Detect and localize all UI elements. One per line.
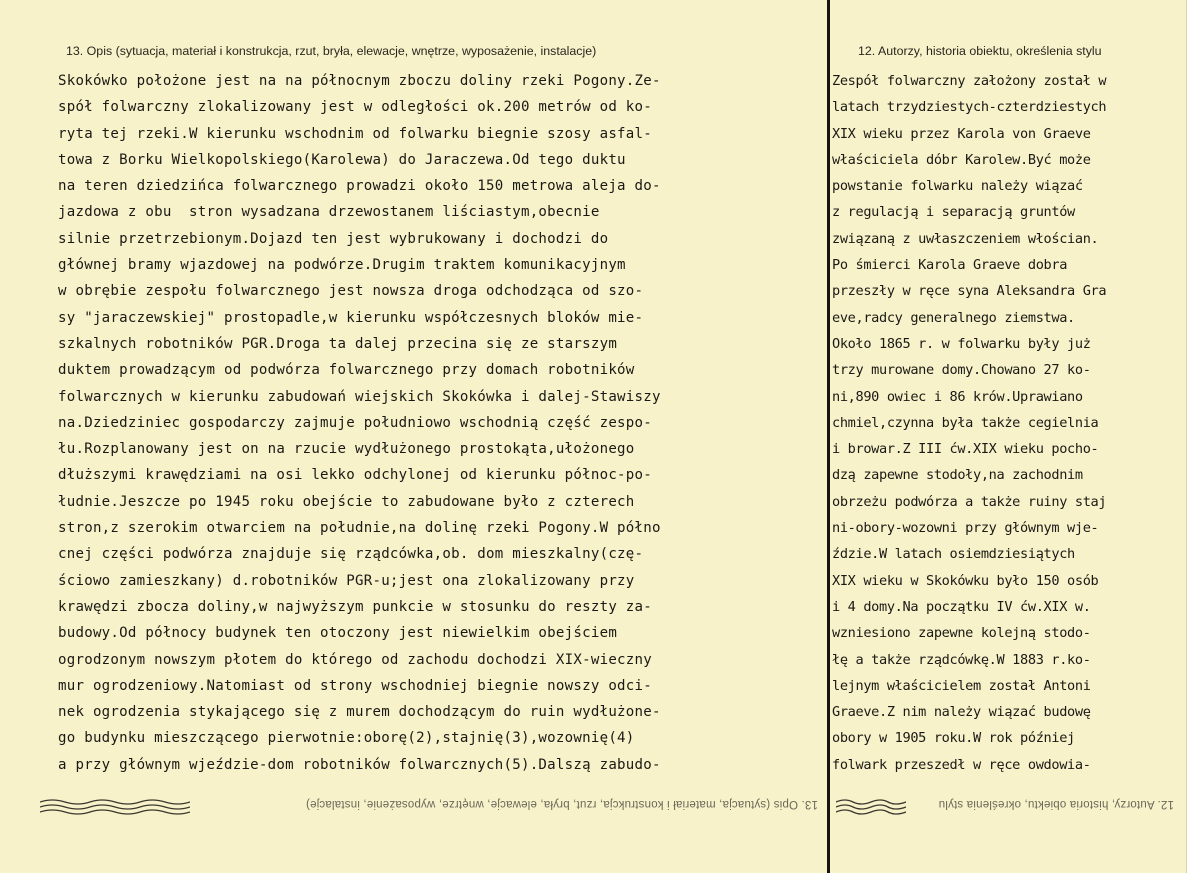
description-line: na teren dziedzińca folwarcznego prowadzi około 150 metrowa aleja do- — [58, 178, 661, 195]
description-line: towa z Borku Wielkopolskiego(Karolewa) do Jaraczewa.Od tego duktu — [58, 151, 626, 168]
description-line: głównej bramy wjazdowej na podwórze.Drugim traktem komunikacyjnym — [58, 257, 626, 274]
description-line: folwarcznych w kierunku zabudowań wiejskich Skokówka i dalej-Stawiszy — [58, 388, 661, 405]
history-line: XIX wieku przez Karola von Graeve — [832, 125, 1091, 142]
description-line: krawędzi zbocza doliny,w najwyższym punkcie w stosunku do reszty za- — [58, 598, 652, 615]
history-line: obrzeżu podwórza a także ruiny staj — [832, 493, 1107, 510]
description-line: dłuższymi krawędziami na osi lekko odchylonej od kierunku północ-po- — [58, 467, 652, 484]
description-line: łu.Rozplanowany jest on na rzucie wydłużonego prostokąta,ułożonego — [58, 441, 635, 458]
history-line: XIX wieku w Skokówku było 150 osób — [832, 572, 1099, 589]
description-line: cnej części podwórza znajduje się rządcówka,ob. dom mieszkalny(czę- — [58, 546, 644, 563]
history-line: ździe.W latach osiemdziesiątych — [832, 546, 1075, 563]
history-line: ni-obory-wozowni przy głównym wje- — [832, 520, 1099, 537]
mirrored-footer-left: 13. Opis (sytuacja, materiał i konstrukcja, rzut, bryła, elewacje, wnętrze, wyposażenie, instalacje) — [305, 798, 818, 810]
history-line: ni,890 owiec i 86 krów.Uprawiano — [832, 388, 1083, 405]
history-line: dzą zapewne stodoły,na zachodnim — [832, 467, 1083, 484]
description-line: łudnie.Jeszcze po 1945 roku obejście to zabudowane było z czterech — [58, 493, 635, 510]
history-line: folwark przeszedł w ręce owdowia- — [832, 756, 1091, 773]
description-line: Skokówko położone jest na na północnym zboczu doliny rzeki Pogony.Ze- — [58, 73, 661, 89]
footer-wavy-rule-right — [836, 798, 906, 818]
description-line: na.Dziedziniec gospodarczy zajmuje południowo wschodnią część zespo- — [58, 414, 652, 431]
history-text — [832, 68, 1184, 778]
description-line: silnie przetrzebionym.Dojazd ten jest wybrukowany i dochodzi do — [58, 230, 609, 247]
history-line: obory w 1905 roku.W rok później — [832, 730, 1075, 747]
paper-edge — [1186, 0, 1199, 873]
section-13-header: 13. Opis (sytuacja, materiał i konstrukcja, rzut, bryła, elewacje, wnętrze, wyposażenie, instalacje) — [66, 44, 597, 58]
history-line: wzniesiono zapewne kolejną stodo- — [832, 625, 1091, 642]
column-divider — [827, 0, 830, 873]
history-line: Graeve.Z nim należy wiązać budowę — [832, 704, 1091, 721]
description-line: duktem prowadzącym od podwórza folwarcznego przy domach robotników — [58, 362, 635, 379]
description-line: spół folwarczny zlokalizowany jest w odległości ok.200 metrów od ko- — [58, 99, 652, 116]
history-line: łę a także rządcówkę.W 1883 r.ko- — [832, 651, 1091, 668]
history-line: powstanie folwarku należy wiązać — [832, 178, 1083, 195]
history-line: przeszły w ręce syna Aleksandra Gra — [832, 283, 1107, 300]
history-line: Zespół folwarczny założony został w — [832, 73, 1107, 89]
description-line: budowy.Od północy budynek ten otoczony jest niewielkim obejściem — [58, 625, 618, 642]
description-line: nek ogrodzenia stykającego się z murem dochodzącym do ruin wydłużone- — [58, 704, 661, 721]
description-line: sy "jaraczewskiej" prostopadle,w kierunku współczesnych bloków mie- — [58, 309, 644, 326]
history-line: lejnym właścicielem został Antoni — [832, 677, 1091, 694]
description-line: jazdowa z obu stron wysadzana drzewostanem liściastym,obecnie — [58, 204, 600, 221]
history-line: chmiel,czynna była także cegielnia — [832, 414, 1099, 431]
history-line: z regulacją i separacją gruntów — [832, 204, 1075, 221]
history-line: Około 1865 r. w folwarku były już — [832, 335, 1091, 352]
description-line: ściowo zamieszkany) d.robotników PGR-u;jest ona zlokalizowany przy — [58, 572, 635, 589]
history-line: eve,radcy generalnego ziemstwa. — [832, 309, 1075, 326]
mirrored-footer-right: 12. Autorzy, historia obiektu, określenia stylu — [938, 798, 1174, 810]
description-line: go budynku mieszczącego pierwotnie:oborę(2),stajnię(3),wozownię(4) — [58, 730, 635, 747]
description-line: ryta tej rzeki.W kierunku wschodnim od folwarku biegnie szosy asfal- — [58, 125, 652, 142]
history-line: Po śmierci Karola Graeve dobra — [832, 257, 1068, 274]
history-line: trzy murowane domy.Chowano 27 ko- — [832, 362, 1091, 379]
history-line: i browar.Z III ćw.XIX wieku pocho- — [832, 441, 1099, 458]
description-line: w obrębie zespołu folwarcznego jest nowsza droga odchodząca od szo- — [58, 283, 644, 300]
description-line: stron,z szerokim otwarciem na południe,na dolinę rzeki Pogony.W półno — [58, 520, 661, 537]
footer-wavy-rule-left — [40, 798, 190, 818]
description-line: ogrodzonym nowszym płotem do którego od zachodu dochodzi XIX-wieczny — [58, 651, 652, 668]
history-line: i 4 domy.Na początku IV ćw.XIX w. — [832, 598, 1091, 615]
history-line: związaną z uwłaszczeniem włościan. — [832, 230, 1099, 247]
description-line: a przy głównym wjeździe-dom robotników folwarcznych(5).Dalszą zabudo- — [58, 756, 661, 773]
history-line: latach trzydziestych-czterdziestych — [832, 99, 1107, 116]
section-12-header: 12. Autorzy, historia obiektu, określenia stylu — [858, 44, 1102, 58]
description-text — [58, 68, 814, 778]
history-line: właściciela dóbr Karolew.Być może — [832, 151, 1091, 168]
description-line: szkalnych robotników PGR.Droga ta dalej przecina się ze starszym — [58, 335, 618, 352]
description-line: mur ogrodzeniowy.Natomiast od strony wschodniej biegnie nowszy odci- — [58, 677, 652, 694]
